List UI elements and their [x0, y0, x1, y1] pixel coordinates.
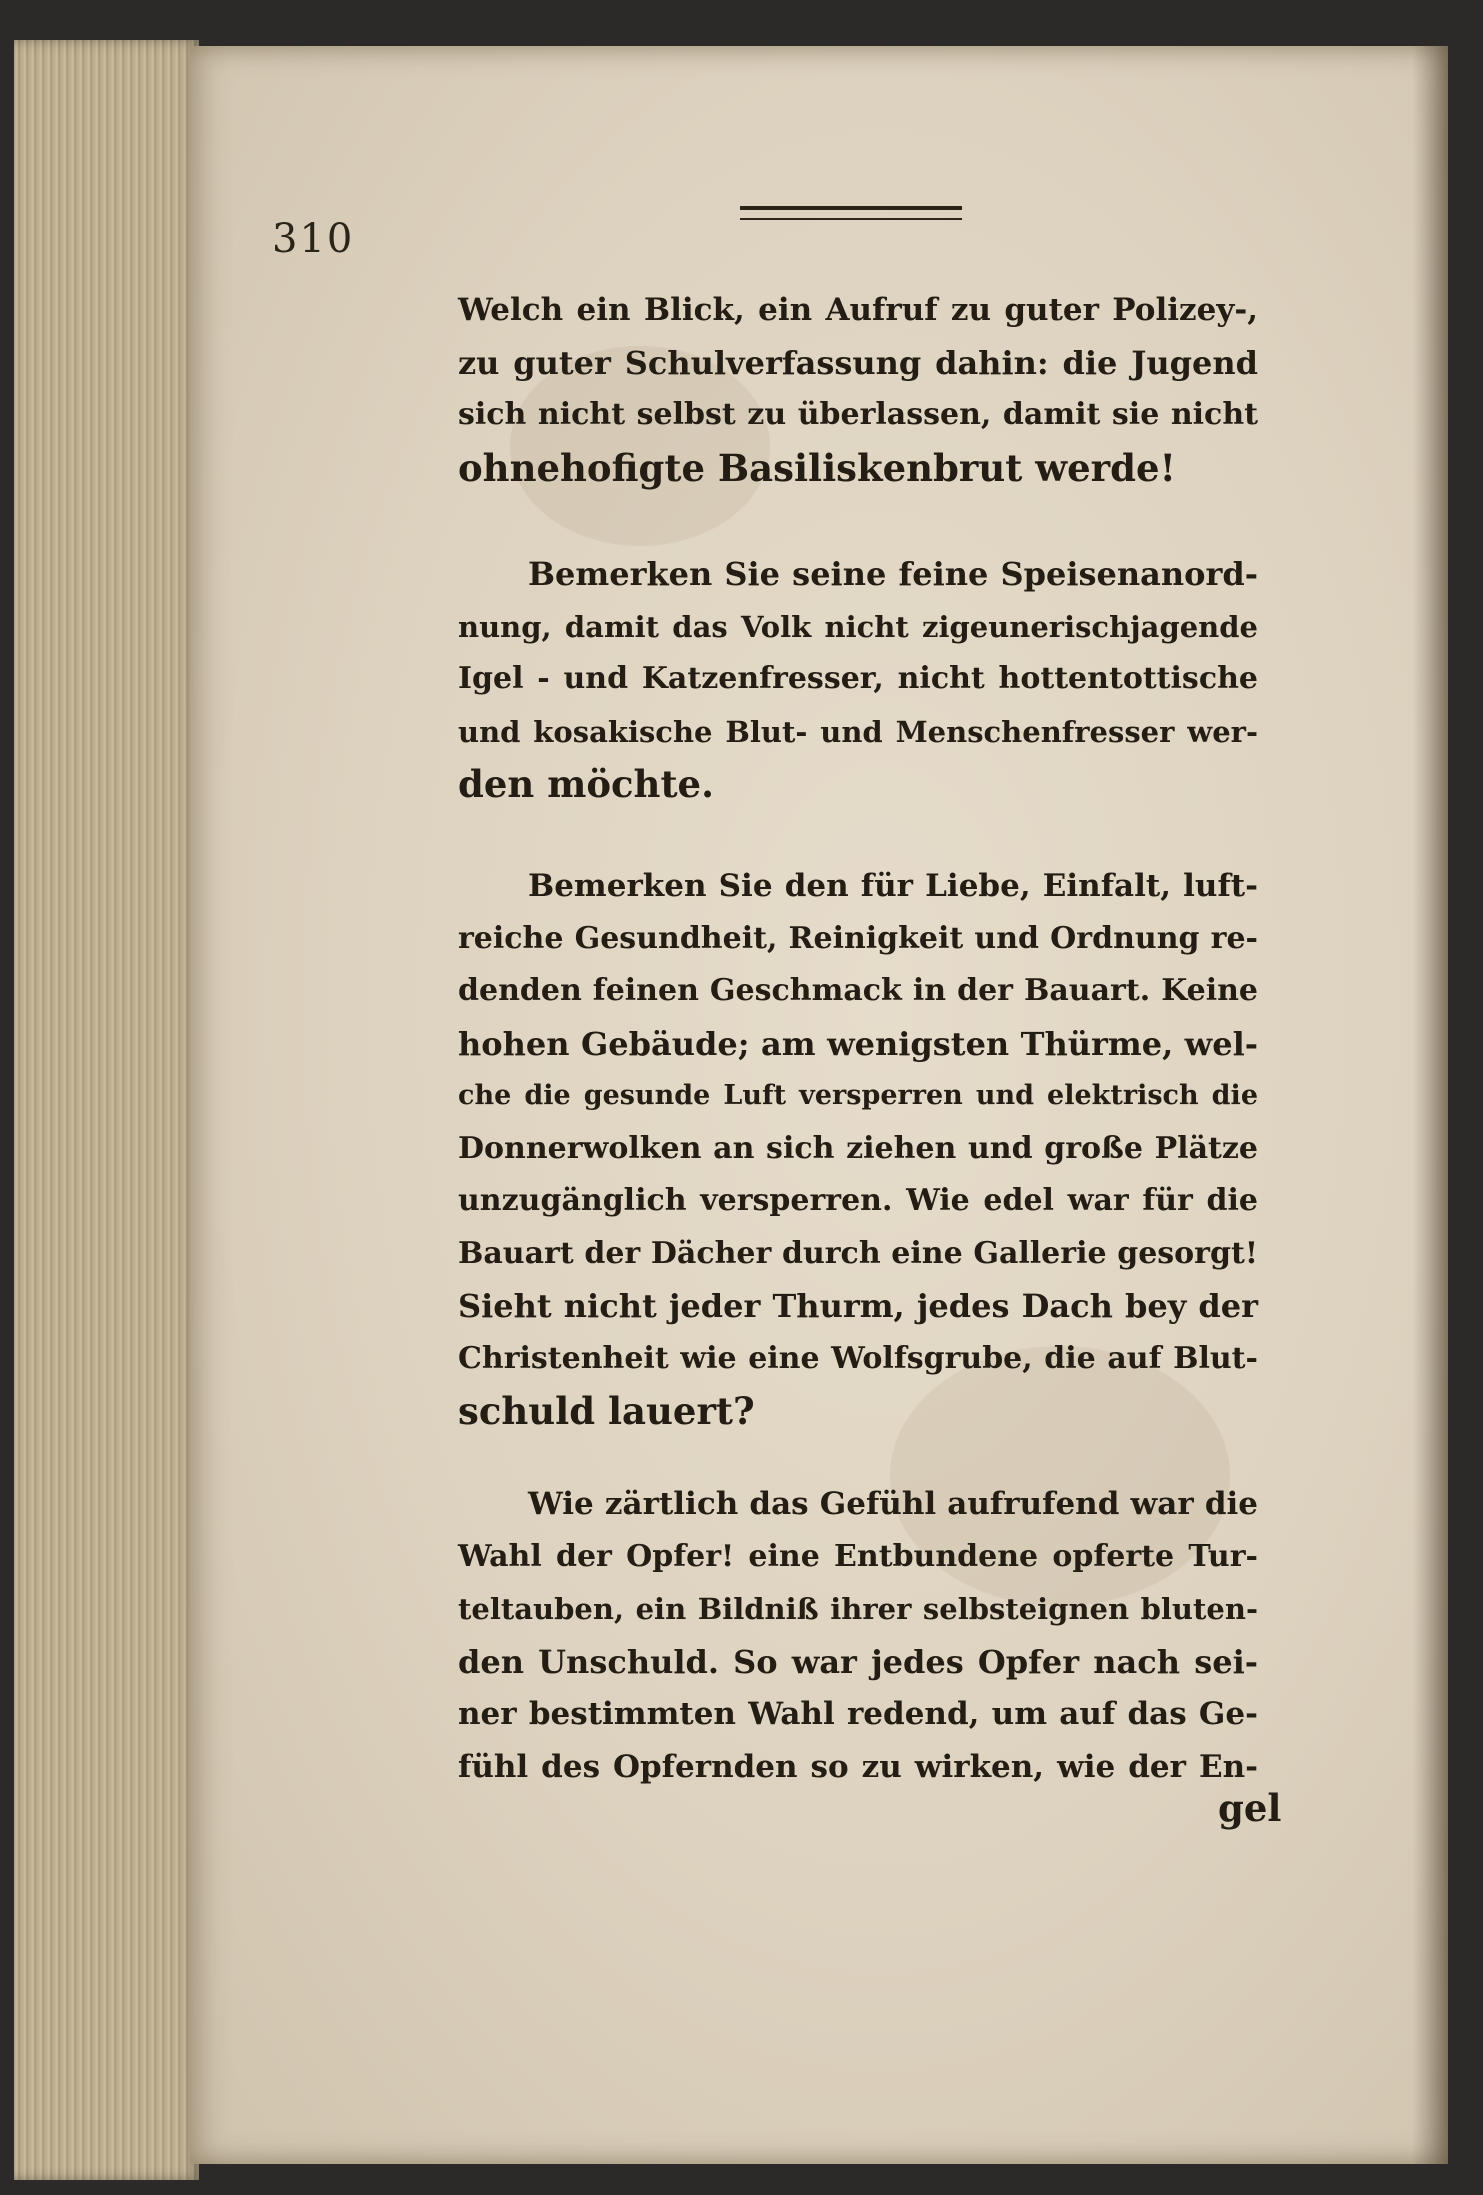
- text-line: und kosakische Blut- und Menschenfresser wer-: [458, 714, 1258, 749]
- text-line: Wie zärtlich das Gefühl aufrufend war die: [528, 1486, 1258, 1522]
- text-line: nung, damit das Volk nicht zigeunerischjagende: [458, 609, 1258, 644]
- text-line: Bemerken Sie den für Liebe, Einfalt, luft-: [528, 868, 1258, 904]
- text-line: Igel - und Katzenfresser, nicht hottentottische: [458, 661, 1258, 696]
- text-line: che die gesunde Luft versperren und elektrisch die: [458, 1080, 1258, 1111]
- page-gutter-shadow: [1412, 46, 1448, 2164]
- header-rule: [740, 206, 962, 220]
- text-line: schuld lauert?: [458, 1389, 755, 1433]
- text-line: Christenheit wie eine Wolfsgrube, die auf Blut-: [458, 1340, 1258, 1376]
- text-line: hohen Gebäude; am wenigsten Thürme, wel-: [458, 1024, 1258, 1063]
- paragraph-4: [458, 1478, 1258, 1793]
- paragraph-1: [458, 284, 1258, 494]
- text-line: zu guter Schulverfassung dahin: die Jugend: [458, 343, 1258, 382]
- page-number: 310: [272, 216, 355, 262]
- text-line: Sieht nicht jeder Thurm, jedes Dach bey der: [458, 1287, 1258, 1325]
- text-line: Donnerwolken an sich ziehen und große Plätze: [458, 1130, 1258, 1166]
- text-line: unzugänglich versperren. Wie edel war für die: [458, 1183, 1258, 1218]
- text-line: fühl des Opfernden so zu wirken, wie der En-: [458, 1748, 1258, 1785]
- text-line: Bauart der Dächer durch eine Gallerie gesorgt!: [458, 1235, 1258, 1271]
- text-line: ohnehofigte Basiliskenbrut werde!: [458, 445, 1176, 490]
- text-line: den möchte.: [458, 762, 714, 806]
- page-edges: [14, 40, 199, 2180]
- text-line: sich nicht selbst zu überlassen, damit sie nicht: [458, 397, 1258, 432]
- text-line: Welch ein Blick, ein Aufruf zu guter Polizey-,: [458, 292, 1258, 328]
- text-line: reiche Gesundheit, Reinigkeit und Ordnung re-: [458, 920, 1258, 956]
- text-line: den Unschuld. So war jedes Opfer nach sei-: [458, 1642, 1258, 1681]
- text-line: ner bestimmten Wahl redend, um auf das Ge-: [458, 1696, 1258, 1732]
- text-line: Bemerken Sie seine feine Speisenanord-: [528, 555, 1258, 593]
- catchword: gel: [1218, 1786, 1282, 1830]
- text-line: teltauben, ein Bildniß ihrer selbsteignen bluten-: [458, 1592, 1258, 1626]
- text-line: denden feinen Geschmack in der Bauart. Keine: [458, 973, 1258, 1008]
- paragraph-2: [458, 548, 1258, 811]
- text-line: Wahl der Opfer! eine Entbundene opferte Tur-: [458, 1538, 1258, 1574]
- paragraph-3: [458, 860, 1258, 1438]
